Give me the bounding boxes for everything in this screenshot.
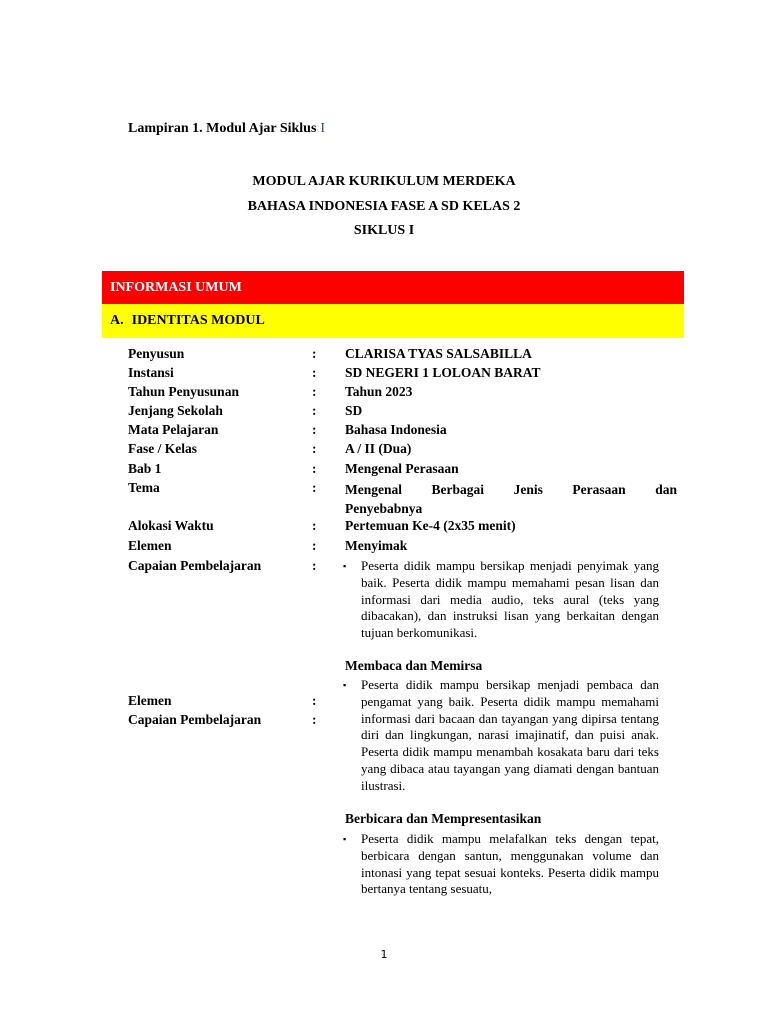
identity-row bbox=[0, 441, 768, 461]
identity-label: Mata Pelajaran bbox=[128, 422, 219, 437]
elemen-heading-membaca: Membaca dan Memirsa bbox=[345, 658, 483, 673]
identitas-letter: A. bbox=[110, 313, 124, 328]
identity-value: Bahasa Indonesia bbox=[345, 422, 447, 437]
elemen-heading-berbicara: Berbicara dan Mempresentasikan bbox=[345, 811, 542, 826]
elemen-row bbox=[0, 693, 768, 713]
identity-row bbox=[0, 365, 768, 385]
bullet-square-icon: ▪ bbox=[343, 561, 347, 571]
bullet-text: Peserta didik mampu melafalkan teks dengan tepat, berbicara dengan santun, menggunakan volume dan intonasi yang tepat sesuai konteks. Peserta didik mampu bertanya tentang sesuatu, bbox=[361, 831, 659, 897]
identity-row bbox=[0, 422, 768, 442]
informasi-umum-label: INFORMASI UMUM bbox=[110, 280, 242, 295]
colon: : bbox=[312, 558, 317, 573]
lampiran-roman: I bbox=[320, 121, 326, 136]
bullet-square-icon: ▪ bbox=[343, 834, 347, 844]
identity-label: Instansi bbox=[128, 365, 174, 380]
title-line-1: MODUL AJAR KURIKULUM MERDEKA bbox=[252, 174, 516, 189]
capaian-label: Capaian Pembelajaran bbox=[128, 712, 262, 727]
identity-row bbox=[0, 461, 768, 481]
capaian-row bbox=[0, 712, 768, 732]
colon: : bbox=[312, 538, 317, 553]
capaian-label: Capaian Pembelajaran bbox=[128, 558, 262, 573]
bullet-text: Peserta didik mampu bersikap menjadi penyimak yang baik. Peserta didik mampu memahami pesan lisan dan informasi dari media audio, teks aural (teks yang dibacakan), dan instruksi lisan yang berkaitan dengan tujuan berkomunikasi. bbox=[361, 558, 659, 641]
alokasi-label: Alokasi Waktu bbox=[128, 518, 214, 533]
identity-row bbox=[0, 384, 768, 404]
identity-row bbox=[0, 403, 768, 423]
page-number: 1 bbox=[380, 948, 388, 961]
elemen-row bbox=[0, 538, 768, 558]
colon: : bbox=[312, 518, 317, 533]
identity-value: SD NEGERI 1 LOLOAN BARAT bbox=[345, 365, 541, 380]
identitas-modul-label: IDENTITAS MODUL bbox=[131, 313, 265, 328]
identitas-modul-band bbox=[102, 304, 684, 338]
identity-value: Mengenal Perasaan bbox=[345, 461, 459, 476]
colon: : bbox=[312, 422, 317, 437]
alokasi-row bbox=[0, 518, 768, 538]
tema-value-line1: Mengenal Berbagai Jenis Perasaan dan bbox=[345, 482, 677, 497]
identity-label: Tahun Penyusunan bbox=[128, 384, 239, 399]
elemen-label: Elemen bbox=[128, 693, 172, 708]
alokasi-value: Pertemuan Ke-4 (2x35 menit) bbox=[345, 518, 516, 533]
elemen-label: Elemen bbox=[128, 538, 172, 553]
capaian-bullet-berbicara bbox=[345, 831, 659, 898]
colon: : bbox=[312, 365, 317, 380]
title-line-3: SIKLUS I bbox=[353, 223, 415, 238]
tema-label: Tema bbox=[128, 480, 160, 495]
identity-value: A / II (Dua) bbox=[345, 441, 412, 456]
colon: : bbox=[312, 480, 317, 495]
bullet-square-icon: ▪ bbox=[343, 680, 347, 690]
lampiran-heading bbox=[128, 121, 325, 137]
identity-label: Bab 1 bbox=[128, 461, 162, 476]
identity-label: Penyusun bbox=[128, 346, 185, 361]
lampiran-text: Lampiran 1. Modul Ajar Siklus bbox=[128, 121, 317, 136]
identity-value: SD bbox=[345, 403, 363, 418]
identity-label: Jenjang Sekolah bbox=[128, 403, 223, 418]
informasi-umum-band bbox=[102, 271, 684, 305]
colon: : bbox=[312, 461, 317, 476]
colon: : bbox=[312, 441, 317, 456]
identity-value: CLARISA TYAS SALSABILLA bbox=[345, 346, 532, 361]
capaian-bullet-menyimak bbox=[345, 558, 659, 642]
colon: : bbox=[312, 712, 317, 727]
title-line-2: BAHASA INDONESIA FASE A SD KELAS 2 bbox=[247, 199, 521, 214]
colon: : bbox=[312, 693, 317, 708]
colon: : bbox=[312, 403, 317, 418]
bullet-text: Peserta didik mampu bersikap menjadi pembaca dan pengamat yang baik. Peserta didik mampu memahami informasi dari bacaan dan tayangan yang dipirsa tentang diri dan lingkungan, narasi imajinatif, dan puisi anak. Peserta didik mampu menambah kosakata baru dari teks yang dibaca atau tayangan yang diamati dengan bantuan ilustrasi. bbox=[361, 677, 659, 793]
tema-value-line2: Penyebabnya bbox=[345, 501, 423, 516]
identity-row bbox=[0, 346, 768, 366]
identity-value: Tahun 2023 bbox=[345, 384, 413, 399]
identity-label: Fase / Kelas bbox=[128, 441, 197, 456]
colon: : bbox=[312, 346, 317, 361]
colon: : bbox=[312, 384, 317, 399]
elemen-value: Menyimak bbox=[345, 538, 408, 553]
